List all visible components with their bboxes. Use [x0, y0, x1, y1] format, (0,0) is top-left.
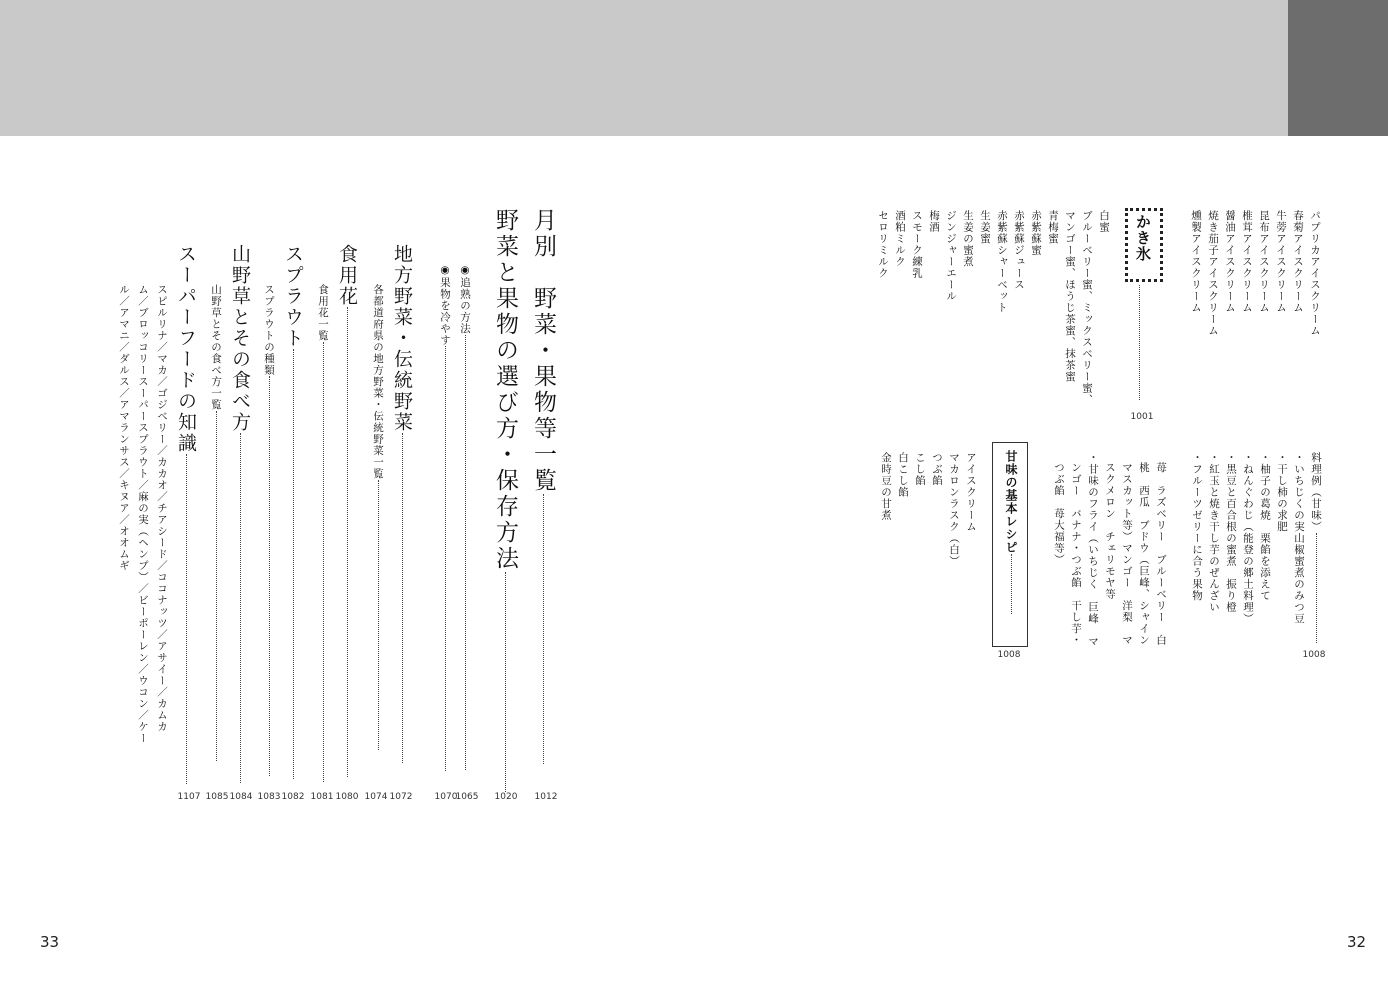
recipe-item: ・フルーツゼリーに合う果物: [1191, 452, 1203, 602]
kanmi-item: マカロンラスク（白）: [948, 452, 960, 567]
toc-subentry: 食用花一覧: [318, 284, 329, 782]
superfood-text: ム／ブロッコリースーパースプラウト／麻の実（ヘンプ）／ビーポーレン／ウコン／ケー: [137, 284, 149, 744]
kakigori-title: かき氷: [1134, 214, 1152, 262]
kakigori-item: ブルーベリー蜜、ミックスベリー蜜、: [1081, 210, 1093, 406]
toc-entry-superfood: スーパーフードの知識: [176, 244, 195, 784]
ice-cream-item: 牛蒡アイスクリーム: [1275, 210, 1287, 314]
header-tab-marker: [1288, 0, 1388, 136]
page-ref: 1081: [310, 792, 334, 802]
ice-cream-item: 焼き茄子アイスクリーム: [1207, 210, 1219, 337]
kakigori-item: 赤紫蘇ジュース: [1013, 210, 1025, 291]
recipe-item: スクメロン チェリモヤ等: [1104, 462, 1116, 600]
page-ref: 1080: [335, 792, 359, 802]
page-ref: 1008: [1302, 650, 1326, 660]
ice-cream-item: 椎茸アイスクリーム: [1241, 210, 1253, 314]
recipe-item: ・いちじくの実山椒蜜煮のみつ豆: [1293, 452, 1305, 625]
recipe-item: 桃 西瓜 ブドウ（巨峰、シャイン: [1138, 462, 1150, 646]
kanmi-item: アイスクリーム: [965, 452, 977, 533]
page-ref: 1008: [997, 650, 1021, 660]
page-ref: 1074: [364, 792, 388, 802]
toc-entry-edible-flowers: 食用花: [337, 244, 356, 777]
page-number-left: 33: [40, 933, 60, 951]
kakigori-item: セロリミルク: [877, 210, 889, 279]
recipe-item: ンゴー バナナ・つぶ餡 干し芋・: [1070, 462, 1082, 646]
ice-cream-item: 春菊アイスクリーム: [1292, 210, 1304, 314]
page-ref: 1070: [434, 792, 458, 802]
ice-cream-item: 燻製アイスクリーム: [1190, 210, 1202, 314]
toc-entry-monthly: 月別 野菜・果物等一覧: [531, 208, 554, 764]
kanmi-item: 金時豆の甘煮: [880, 452, 892, 521]
toc-entry-sprout: スプラウト: [283, 244, 302, 779]
toc-entry-selection: 野菜と果物の選び方・保存方法: [493, 208, 516, 792]
ice-cream-item: パプリカアイスクリーム: [1309, 210, 1321, 337]
kanmi-item: 白こし餡: [897, 452, 909, 498]
page-ref: 1065: [455, 792, 479, 802]
kakigori-item: 赤紫蘇蜜: [1030, 210, 1042, 256]
page-ref: 1012: [534, 792, 558, 802]
superfood-text: ル／アマニ／ダルス／アマランサス／キヌア／オオムギ: [118, 284, 130, 572]
page-ref: 1084: [229, 792, 253, 802]
leader-dots: [1134, 285, 1145, 400]
toc-subentry: スプラウトの種類: [264, 284, 275, 776]
recipe-item: ・干し柿の求肥: [1276, 452, 1288, 533]
kakigori-item: 酒粕ミルク: [894, 210, 906, 268]
kakigori-item: 赤紫蘇シャーベット: [996, 210, 1008, 314]
kakigori-item: 白蜜: [1098, 210, 1110, 233]
page-ref: 1083: [257, 792, 281, 802]
page-number-right: 32: [1347, 933, 1367, 951]
recipe-item: つぶ餡 苺大福等）: [1053, 462, 1065, 566]
page-ref: 1085: [205, 792, 229, 802]
page-ref: 1107: [177, 792, 201, 802]
kanmi-item: こし餡: [914, 452, 926, 487]
kanmi-title: 甘味の基本レシピ: [1005, 450, 1017, 614]
ice-cream-item: 醤油アイスクリーム: [1224, 210, 1236, 314]
toc-entry-wild-plants: 山野草とその食べ方: [230, 244, 249, 783]
recipe-item: ・ねんぐわじ（能登の郷土料理）: [1242, 452, 1254, 625]
page-ref: 1001: [1130, 412, 1154, 422]
page-ref: 1082: [281, 792, 305, 802]
kanmi-item: つぶ餡: [931, 452, 943, 487]
header-band: [0, 0, 1288, 136]
kakigori-item: 梅酒: [928, 210, 940, 233]
page-ref: 1020: [494, 792, 518, 802]
toc-subentry: ◉追熟の方法: [460, 264, 471, 770]
toc-subentry: ◉果物を冷やす: [440, 264, 451, 771]
recipe-item: マスカット等）マンゴー 洋梨 マ: [1121, 462, 1133, 646]
kakigori-item: 生姜蜜: [979, 210, 991, 245]
kakigori-item: マンゴー蜜、ほうじ茶蜜、抹茶蜜: [1064, 210, 1076, 383]
recipe-item: ・柚子の葛焼 栗餡を添えて: [1259, 452, 1271, 602]
kakigori-item: 生姜の蜜煮: [962, 210, 974, 268]
recipe-item: 苺 ラズベリー ブルーベリー 白: [1155, 462, 1167, 646]
toc-subentry: 各都道府県の地方野菜・伝統野菜一覧: [373, 284, 384, 750]
ice-cream-item: 昆布アイスクリーム: [1258, 210, 1270, 314]
page-ref: 1072: [389, 792, 413, 802]
kakigori-item: スモーク練乳: [911, 210, 923, 279]
recipe-item: ・黒豆と百合根の蜜煮 振り橙: [1225, 452, 1237, 613]
recipe-examples-heading: 料理例（甘味）: [1311, 452, 1322, 643]
kakigori-item: ジンジャーエール: [945, 210, 957, 302]
recipe-item: ・紅玉と焼き干し芋のぜんざい: [1208, 452, 1220, 613]
toc-entry-local-veg: 地方野菜・伝統野菜: [392, 244, 411, 763]
kakigori-item: 青梅蜜: [1047, 210, 1059, 245]
toc-subentry: 山野草とその食べ方一覧: [211, 284, 222, 761]
recipe-item: ・甘味のフライ（いちじく 巨峰 マ: [1087, 452, 1099, 648]
superfood-text: スピルリナ／マカ／ゴジベリー／カカオ／チアシード／ココナッツ／アサイー／カムカ: [156, 284, 168, 733]
